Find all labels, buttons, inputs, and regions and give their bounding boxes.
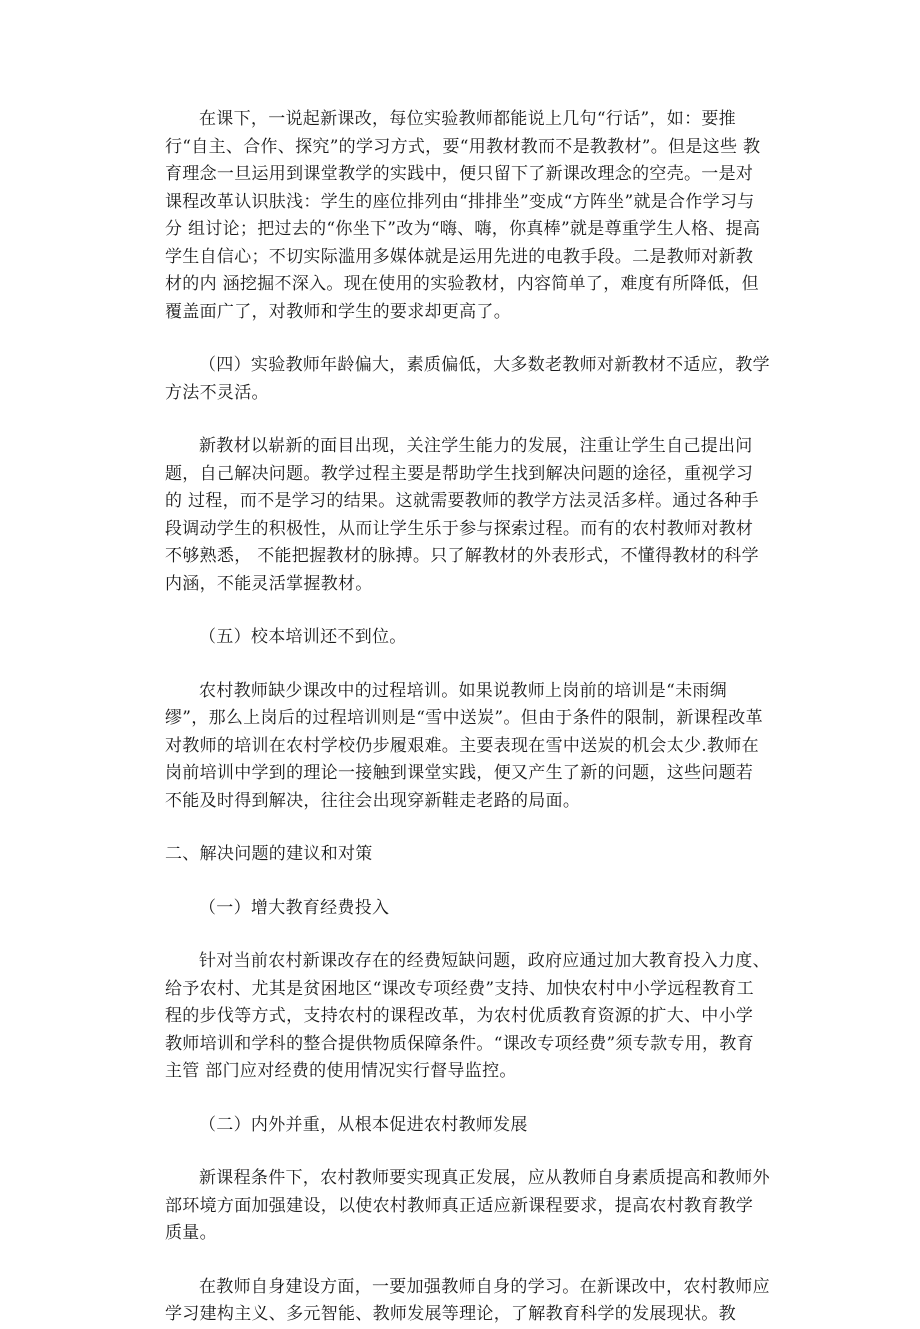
paragraph-gap (165, 652, 770, 678)
paragraph-gap (165, 1086, 770, 1112)
paragraph-gap (165, 598, 770, 624)
paragraph-gap (165, 815, 770, 841)
subheading-school-training: （五）校本培训还不到位。 (199, 627, 407, 647)
subheading-teacher-development: （二）内外并重，从根本促进农村教师发展 (199, 1114, 528, 1135)
paragraph-process-training: 农村教师缺少课改中的过程培训。如果说教师上岗前的培训是“未雨绸缪”，那么上岗后的过程培训则是“雪中送炭”。但由于条件的限制，新课程改革 对教师的培训在农村学校仍步履艰难。主要表现在雪中送炭的机会太少.教师在岗前培训中学到的理论一接触到课堂实践，便又产生了新的问题，这些问题若不能及时得到解决，往往会出现穿新鞋走老路的局面。 (165, 680, 763, 811)
subheading-funding: （一）增大教育经费投入 (199, 897, 390, 918)
subheading-teacher-age: （四）实验教师年龄偏大，素质偏低，大多数老教师对新教材不适应，教学方法不灵活。 (165, 355, 770, 403)
paragraph-gap (165, 326, 770, 352)
paragraph-new-textbook: 新教材以崭新的面目出现，关注学生能力的发展，注重让学生自己提出问题，自己解决问题。教学过程主要是帮助学生找到解决问题的途径，重视学习的 过程，而不是学习的结果。这就需要教师的教学方法灵活多样。通过各种手段调动学生的积极性，从而让学生乐于参与探索过程。而有的农村教师对教材不够熟悉， 不能把握教材的脉搏。只了解教材的外表形式，不懂得教材的科学内涵，不能灵活掌握教材。 (165, 436, 759, 594)
paragraph-funding-policy: 针对当前农村新课改存在的经费短缺问题，政府应通过加大教育投入力度、给予农村、尤其是贫困地区“课改专项经费”支持、加快农村中小学远程教育工程的步伐等方式，支持农村的课程改革，为农村优质教育资源的扩大、中小学教师培训和学科的整合提供物质保障条件。“课改专项经费”须专款专用，教育主管 部门应对经费的使用情况实行督导监控。 (165, 951, 770, 1081)
paragraph-self-development: 在教师自身建设方面，一要加强教师自身的学习。在新课改中，农村教师应学习建构主义、多元智能、教师发展等理论，了解教育科学的发展现状。教 (165, 1276, 770, 1324)
document-body (165, 106, 770, 1329)
section-heading-suggestions: 二、解决问题的建议和对策 (165, 844, 373, 864)
paragraph-gap (165, 922, 770, 948)
paragraph-gap (165, 1139, 770, 1165)
paragraph-gap (165, 407, 770, 433)
paragraph-gap (165, 869, 770, 895)
paragraph-curriculum-conditions: 新课程条件下，农村教师要实现真正发展，应从教师自身素质提高和教师外部环境方面加强建设，以使农村教师真正适应新课程要求，提高农村教育教学质量。 (165, 1168, 770, 1243)
paragraph-gap (165, 1248, 770, 1274)
paragraph-practice-issues: 在课下，一说起新课改，每位实验教师都能说上几句“行话”，如：要推行“自主、合作、探究”的学习方式，要“用教材教而不是教教材”。但是这些 教育理念一旦运用到课堂教学的实践中，便只留下了新课改理念的空壳。一是对课程改革认识肤浅：学生的座位排列由“排排坐”变成“方阵坐”就是合作学习与分 组讨论；把过去的“你坐下”改为“嗨、嗨，你真棒”就是尊重学生人格、提高学生自信心；不切实际滥用多媒体就是运用先进的电教手段。二是教师对新教材的内 涵挖掘不深入。现在使用的实验教材，内容简单了，难度有所降低，但覆盖面广了，对教师和学生的要求却更高了。 (165, 109, 761, 322)
